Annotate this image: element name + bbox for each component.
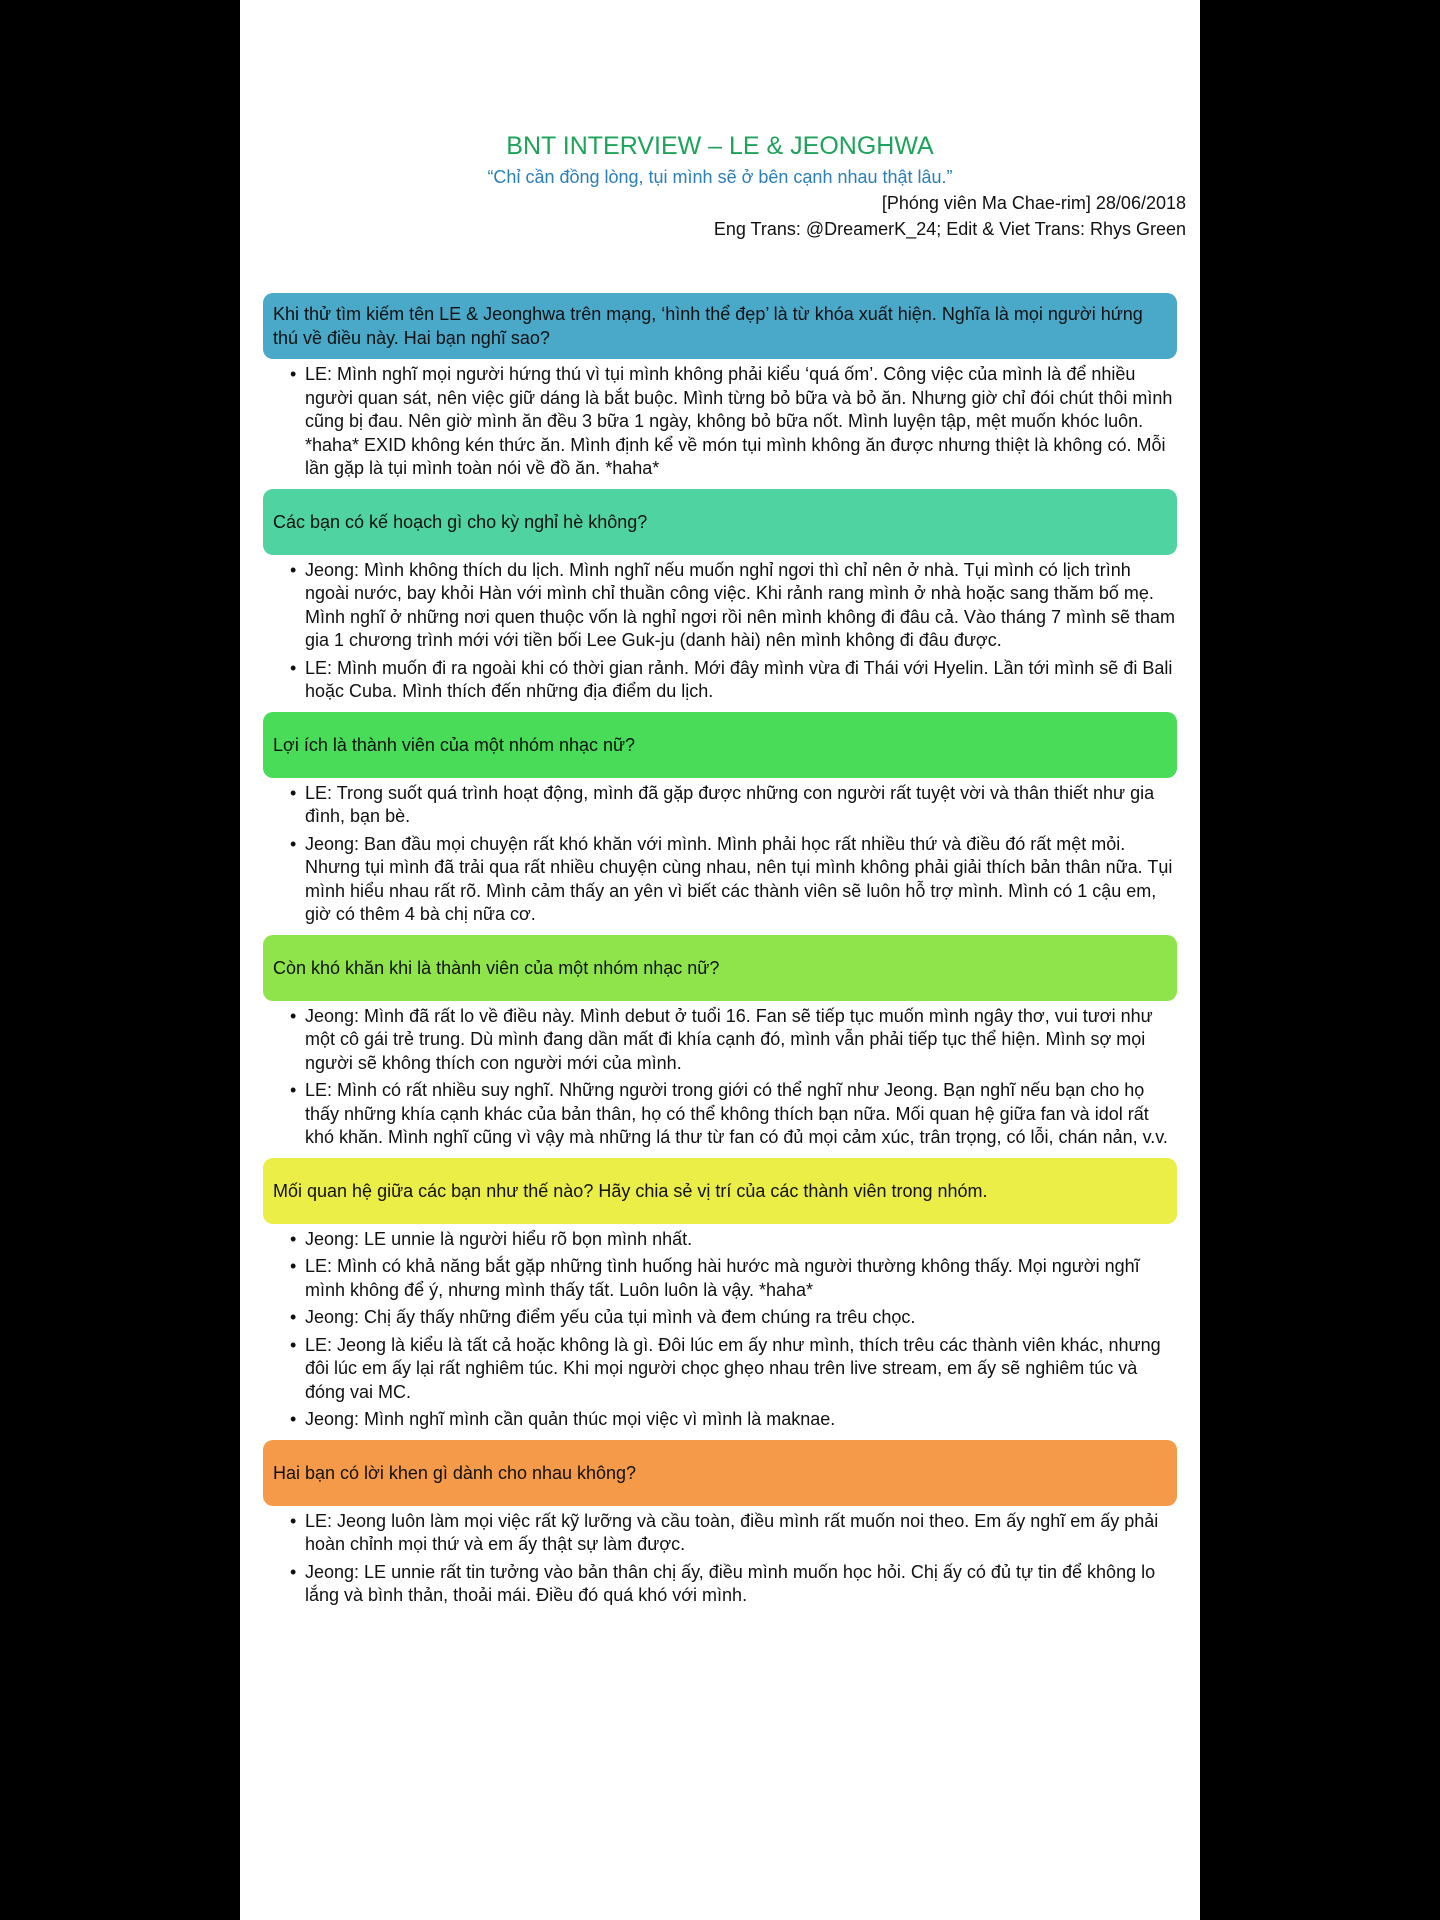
interview-section: [263, 935, 1177, 1158]
answer-item: • Jeong: Mình không thích du lịch. Mình nghĩ nếu muốn nghỉ ngơi thì chỉ nên ở nhà. Tụi mình có lịch trình ngoài nước, bay khỏi Hàn với mình chỉ thuần công việc. Khi rảnh rang mình ở nhà hoặc sang thăm bố mẹ. Mình nghĩ ở những nơi quen thuộc vốn là nghỉ ngơi rồi nên mình không đi đâu cả. Vào tháng 7 mình sẽ tham gia 1 chương trình mới với tiền bối Lee Guk-ju (danh hài) nên mình không đi đâu được.: [290, 559, 1177, 653]
answer-item: • LE: Mình nghĩ mọi người hứng thú vì tụi mình không phải kiểu ‘quá ốm’. Công việc của mình là để nhiều người quan sát, nên việc giữ dáng là bắt buộc. Mình từng bỏ bữa và bỏ ăn. Nhưng giờ chỉ đói chút thôi mình cũng bị đau. Nên giờ mình ăn đều 3 bữa 1 ngày, không bỏ bữa nốt. Mình luyện tập, mệt muốn khóc luôn. *haha* EXID không kén thức ăn. Mình định kể về món tụi mình không ăn được nhưng thiệt là không có. Mỗi lần gặp là tụi mình toàn nói về đồ ăn. *haha*: [290, 363, 1177, 481]
answer-item: • Jeong: LE unnie rất tin tưởng vào bản thân chị ấy, điều mình muốn học hỏi. Chị ấy có đủ tự tin để không lo lắng và bình thản, thoải mái. Điều đó quá khó với mình.: [290, 1561, 1177, 1608]
answer-item: • Jeong: Chị ấy thấy những điểm yếu của tụi mình và đem chúng ra trêu chọc.: [290, 1306, 1177, 1330]
interview-content: [263, 293, 1177, 1616]
answer-item: • Jeong: Ban đầu mọi chuyện rất khó khăn với mình. Mình phải học rất nhiều thứ và điều đó rất mệt mỏi. Nhưng tụi mình đã trải qua rất nhiều chuyện cùng nhau, nên tụi mình không phải giải thích bản thân nữa. Tụi mình hiểu nhau rất rõ. Mình cảm thấy an yên vì biết các thành viên sẽ luôn hỗ trợ mình. Mình có 1 cậu em, giờ có thêm 4 bà chị nữa cơ.: [290, 833, 1177, 927]
interview-section: [263, 1440, 1177, 1616]
answer-list: [263, 359, 1177, 489]
translator-line: Eng Trans: @DreamerK_24; Edit & Viet Trans: Rhys Green: [713, 219, 1186, 239]
interview-section: [263, 293, 1177, 489]
document-title: BNT INTERVIEW – LE & JEONGHWA: [506, 132, 934, 160]
question-banner: Mối quan hệ giữa các bạn như thế nào? Hãy chia sẻ vị trí của các thành viên trong nhóm.: [263, 1158, 1177, 1224]
answer-item: • Jeong: LE unnie là người hiểu rõ bọn mình nhất.: [290, 1228, 1177, 1252]
document-page: [240, 0, 1200, 1920]
document-subtitle: “Chỉ cần đồng lòng, tụi mình sẽ ở bên cạnh nhau thật lâu.”: [487, 167, 953, 187]
question-banner: Còn khó khăn khi là thành viên của một nhóm nhạc nữ?: [263, 935, 1177, 1001]
document-header: [240, 130, 1200, 242]
answer-item: • LE: Mình có khả năng bắt gặp những tình huống hài hước mà người thường không thấy. Mọi người nghĩ mình không để ý, nhưng mình thấy tất. Luôn luôn là vậy. *haha*: [290, 1255, 1177, 1302]
answer-list: [263, 778, 1177, 935]
interview-section: [263, 712, 1177, 935]
answer-item: • Jeong: Mình đã rất lo về điều này. Mình debut ở tuổi 16. Fan sẽ tiếp tục muốn mình ngây thơ, vui tươi như một cô gái trẻ trung. Dù mình đang dần mất đi khía cạnh đó, mình vẫn phải tiếp tục thể hiện. Mình sợ mọi người sẽ không thích con người mới của mình.: [290, 1005, 1177, 1076]
answer-item: • LE: Jeong luôn làm mọi việc rất kỹ lưỡng và cầu toàn, điều mình rất muốn noi theo. Em ấy nghĩ em ấy phải hoàn chỉnh mọi thứ và em ấy thật sự làm được.: [290, 1510, 1177, 1557]
question-banner: Các bạn có kế hoạch gì cho kỳ nghỉ hè không?: [263, 489, 1177, 555]
answer-list: [263, 1001, 1177, 1158]
answer-item: • LE: Mình có rất nhiều suy nghĩ. Những người trong giới có thể nghĩ như Jeong. Bạn nghĩ nếu bạn cho họ thấy những khía cạnh khác của bản thân, họ có thể không thích bạn nữa. Mối quan hệ giữa fan và idol rất khó khăn. Mình nghĩ cũng vì vậy mà những lá thư từ fan có đủ mọi cảm xúc, trân trọng, có lỗi, chán nản, v.v.: [290, 1079, 1177, 1150]
question-banner: Khi thử tìm kiếm tên LE & Jeonghwa trên mạng, ‘hình thể đẹp’ là từ khóa xuất hiện. Nghĩa là mọi người hứng thú về điều này. Hai bạn nghĩ sao?: [263, 293, 1177, 359]
answer-item: • LE: Trong suốt quá trình hoạt động, mình đã gặp được những con người rất tuyệt vời và thân thiết như gia đình, bạn bè.: [290, 782, 1177, 829]
question-banner: Hai bạn có lời khen gì dành cho nhau không?: [263, 1440, 1177, 1506]
answer-item: • LE: Mình muốn đi ra ngoài khi có thời gian rảnh. Mới đây mình vừa đi Thái với Hyelin. Lần tới mình sẽ đi Bali hoặc Cuba. Mình thích đến những địa điểm du lịch.: [290, 657, 1177, 704]
reporter-line: [Phóng viên Ma Chae-rim] 28/06/2018: [881, 193, 1186, 213]
answer-list: [263, 1506, 1177, 1616]
answer-list: [263, 555, 1177, 712]
question-banner: Lợi ích là thành viên của một nhóm nhạc nữ?: [263, 712, 1177, 778]
answer-item: • LE: Jeong là kiểu là tất cả hoặc không là gì. Đôi lúc em ấy như mình, thích trêu các thành viên khác, nhưng đôi lúc em ấy lại rất nghiêm túc. Khi mọi người chọc ghẹo nhau trên live stream, em ấy sẽ nghiêm túc và đóng vai MC.: [290, 1334, 1177, 1405]
answer-item: • Jeong: Mình nghĩ mình cần quản thúc mọi việc vì mình là maknae.: [290, 1408, 1177, 1432]
interview-section: [263, 489, 1177, 712]
answer-list: [263, 1224, 1177, 1440]
interview-section: [263, 1158, 1177, 1440]
